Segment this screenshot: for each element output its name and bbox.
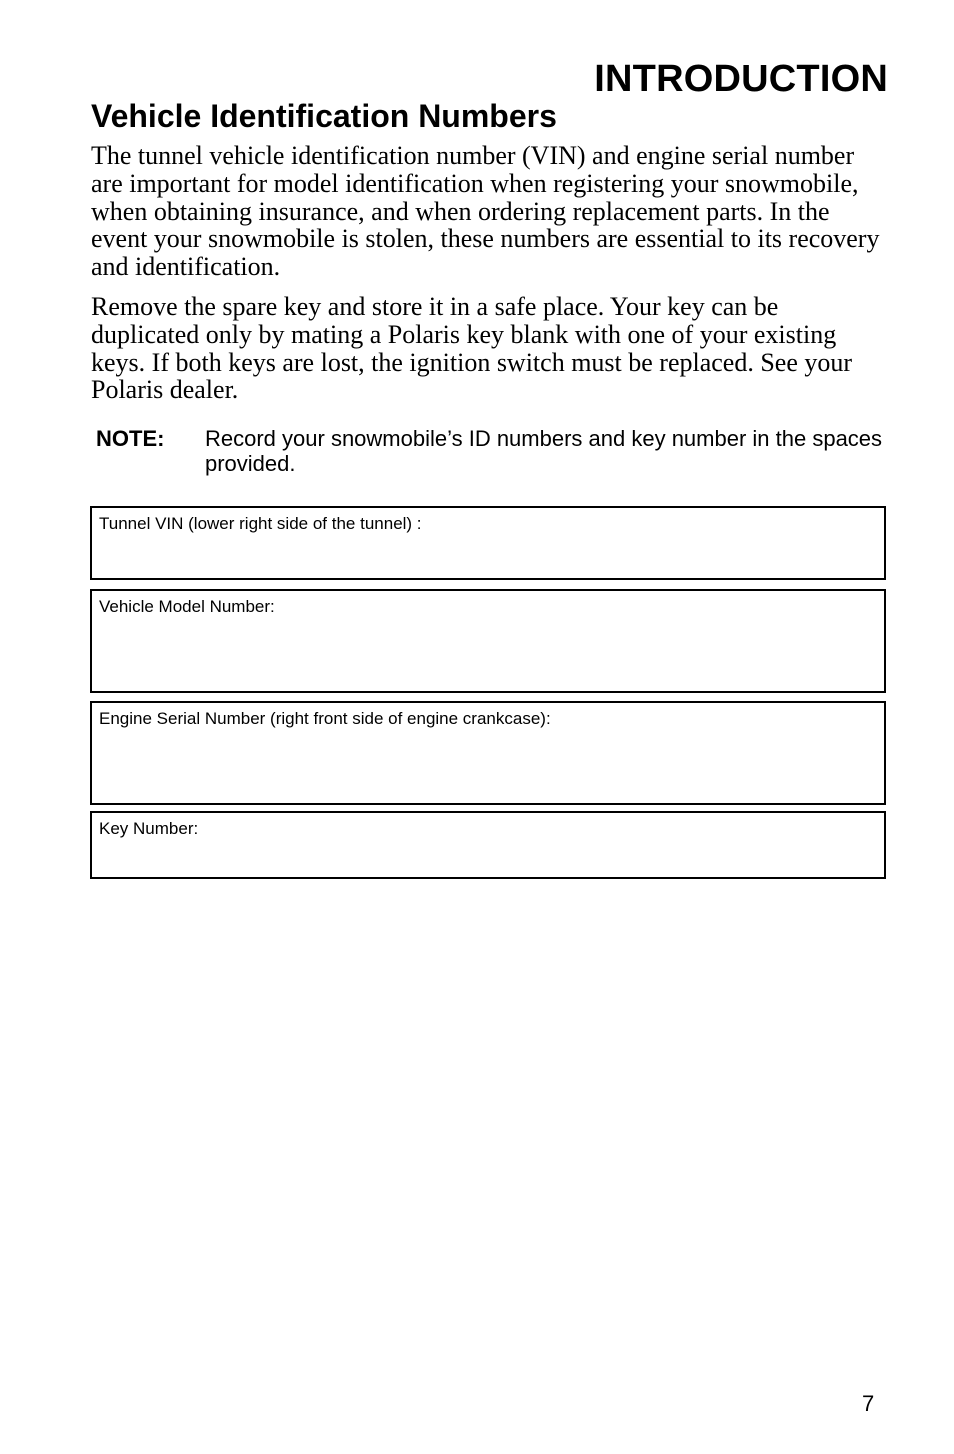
- engine-serial-number-field[interactable]: [90, 701, 886, 805]
- chapter-title: INTRODUCTION: [594, 58, 888, 100]
- key-number-label: Key Number:: [99, 819, 199, 838]
- page-number: 7: [862, 1391, 875, 1416]
- paragraph-vin-importance: The tunnel vehicle identification number (VIN) and engine serial number are important for model identification when registering your snowmobile, when obtaining insurance, and when ordering replacement parts. In the event your snowmobile is stolen, these numbers are essential to its recovery and identification.: [91, 141, 880, 282]
- vehicle-model-number-field[interactable]: [90, 589, 886, 693]
- section-heading: Vehicle Identification Numbers: [91, 98, 557, 134]
- tunnel-vin-field[interactable]: [90, 506, 886, 580]
- note-label: NOTE:: [96, 426, 165, 451]
- paragraph-spare-key: Remove the spare key and store it in a safe place. Your key can be duplicated only by mating a Polaris key blank with one of your existing keys. If both keys are lost, the ignition switch must be replaced. See your Polaris dealer.: [91, 292, 853, 405]
- key-number-field[interactable]: [90, 811, 886, 879]
- note-text: Record your snowmobile’s ID numbers and key number in the spaces provided.: [205, 426, 883, 476]
- engine-serial-number-label: Engine Serial Number (right front side of engine crankcase):: [99, 709, 551, 728]
- tunnel-vin-label: Tunnel VIN (lower right side of the tunnel) :: [99, 514, 422, 533]
- vehicle-model-number-label: Vehicle Model Number:: [99, 597, 275, 616]
